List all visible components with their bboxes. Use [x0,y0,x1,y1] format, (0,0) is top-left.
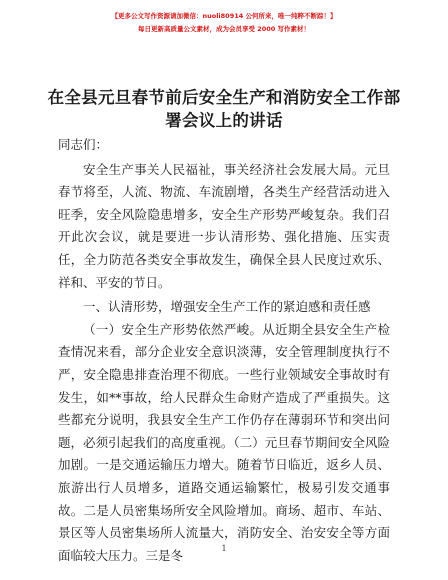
section-heading: 一、认清形势，增强安全生产工作的紧迫感和责任感 [83,299,371,315]
promo-banner-line-2: 每日更新高质量公文素材，成为会员享受 2000 写作素材！ [137,25,311,33]
paragraph-intro: 安全生产事关人民福祉，事关经济社会发展大局。元旦春节将至，人流、物流、车流剧增，各类生产经营活动进入旺季，安全风险隐患增多，安全生产形势严峻复杂。我们召开此次会议，就是要进一步认清形势、强化措施、压实责任，全力防范各类安全事故发生，确保全县人民度过欢乐、祥和、平安的节日。 [58,161,390,290]
promo-banner-line-1: 【更多公文写作资源请加微信：nuoli80914 公何所来，唯一纯粹不断踪！】 [111,12,337,20]
greeting: 同志们： [58,137,109,152]
paragraph-body: （一）安全生产形势依然严峻。从近期全县安全生产检查情况来看，部分企业安全意识淡薄，安全管理制度执行不严，安全隐患排查治理不彻底。一些行业领域安全事故时有发生，如**事故，给人民群众生命财产造成了严重损失。这些都充分说明，我县安全生产工作仍存在薄弱环节和突出问题，必须引起我们的高度重视。（二）元旦春节期间安全风险加剧。一是交通运输压力增大。随着节日临近，返乡人员、旅游出行人员增多，道路交通运输繁忙，极易引发交通事故。二是人员密集场所安全风险增加。商场、超市、车站、景区等人员密集场所人流量大，消防安全、治安安全等方面面临较大压力。三是冬 [58,321,390,563]
page-number: 1 [221,544,227,553]
document-body [58,134,390,567]
promo-banner [0,12,448,34]
document-title: 在全县元旦春节前后安全生产和消防安全工作部署会议上的讲话 [47,88,401,130]
